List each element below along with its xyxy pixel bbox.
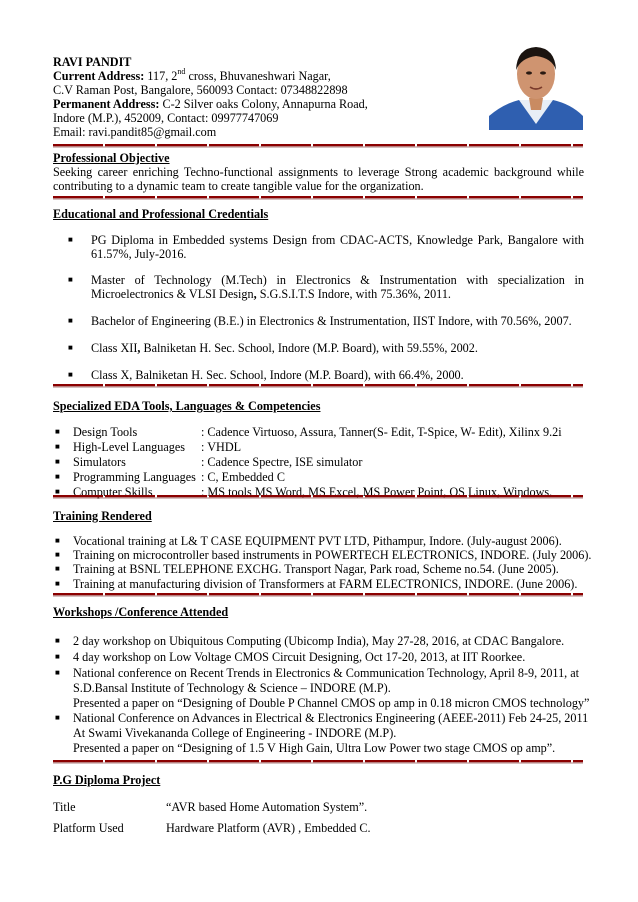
project-key: Platform Used: [53, 821, 124, 835]
current-address-text: 117, 2: [144, 69, 178, 83]
workshop-text: 4 day workshop on Low Voltage CMOS Circuit Designing, Oct 17-20, 2013, at IIT Roorkee.: [73, 650, 526, 664]
bullet-icon: ■: [55, 564, 60, 574]
skill-row: [53, 440, 584, 455]
permanent-address-text: C-2 Silver oaks Colony, Annapurna Road,: [159, 97, 368, 111]
bullet-icon: ■: [68, 370, 73, 379]
skill-category: Simulators: [73, 455, 126, 469]
bullet-icon: ■: [68, 275, 73, 284]
workshop-paper: Presented a paper on “Designing of 1.5 V High Gain, Ultra Low Power two stage CMOS op amp”.: [73, 741, 556, 755]
project-value: Hardware Platform (AVR) , Embedded C.: [166, 821, 371, 835]
section-divider: [53, 760, 583, 764]
workshop-paper: Presented a paper on “Designing of Double P Channel CMOS op amp in 0.18 micron CMOS technology”: [73, 696, 590, 710]
skill-category: Computer Skills: [73, 485, 153, 499]
bullet-icon: ■: [68, 316, 73, 325]
ordinal-suffix: nd: [177, 66, 186, 76]
skill-value: : Cadence Virtuoso, Assura, Tanner(S- Edit, T-Spice, W- Edit), Xilinx 9.2i: [201, 425, 562, 439]
email: Email: ravi.pandit85@gmail.com: [53, 125, 217, 139]
education-comma: ,: [137, 341, 141, 355]
bullet-icon: ■: [55, 427, 60, 436]
bullet-icon: ■: [55, 536, 60, 545]
permanent-address-line-2: Indore (M.P.), 452009, Contact: 09977747069: [53, 111, 279, 125]
training-text: Training at BSNL TELEPHONE EXCHG. Transport Nagar, Park road, Scheme no.54. (June 2005).: [73, 562, 559, 577]
workshops-list: [53, 634, 590, 756]
section-divider: [53, 593, 583, 597]
bullet-icon: ■: [55, 713, 60, 722]
section-divider: [53, 495, 583, 499]
workshop-text: National Conference on Advances in Electrical & Electronics Engineering (AEEE-2011) Feb 24-25, 2011: [73, 711, 589, 725]
education-comma: ,: [253, 287, 257, 301]
training-text: Training at manufacturing division of Transformers at FARM ELECTRONICS, INDORE. (June 2006).: [73, 576, 578, 591]
contact-header: [53, 55, 473, 139]
bullet-icon: ■: [68, 343, 73, 352]
workshops-heading: Workshops /Conference Attended: [53, 605, 229, 619]
workshop-text: 2 day workshop on Ubiquitous Computing (Ubicomp India), May 27-28, 2016, at CDAC Bangalore.: [73, 634, 565, 648]
skill-row: [53, 470, 584, 485]
current-address-text-cont: cross, Bhuvaneshwari Nagar,: [185, 69, 331, 83]
training-text: Vocational training at L& T CASE EQUIPMENT PVT LTD, Pithampur, Indore. (July-august 2006).: [73, 534, 562, 548]
skill-value: : C, Embedded C: [201, 470, 285, 484]
skill-value: : Cadence Spectre, ISE simulator: [201, 455, 363, 469]
education-text-cont: S.G.S.I.T.S Indore, with 75.36%, 2011.: [256, 287, 451, 301]
objective-heading: Professional Objective: [53, 151, 170, 165]
permanent-address: [53, 97, 473, 111]
section-divider: [53, 196, 583, 200]
skill-category: Programming Languages: [73, 470, 196, 484]
list-item: [68, 233, 584, 261]
training-list: [53, 534, 592, 591]
list-item: [53, 711, 589, 756]
section-divider: [53, 144, 583, 148]
project-key: Title: [53, 800, 76, 814]
skills-heading: Specialized EDA Tools, Languages & Competencies: [53, 399, 321, 413]
permanent-address-label: Permanent Address:: [53, 97, 160, 111]
workshop-venue: S.D.Bansal Institute of Technology & Science – INDORE (M.P).: [73, 681, 391, 695]
profile-photo: [489, 40, 583, 130]
bullet-icon: ■: [55, 457, 60, 466]
workshop-text: National conference on Recent Trends in Electronics & Communication Technology, April 8-9, 2011, at: [73, 666, 580, 680]
skill-category: High-Level Languages: [73, 440, 186, 454]
education-list: [68, 233, 584, 382]
bullet-icon: ■: [55, 668, 60, 677]
list-item: [53, 548, 592, 563]
current-address-line-2: C.V Raman Post, Bangalore, 560093 Contact: 07348822898: [53, 83, 348, 97]
bullet-icon: ■: [55, 578, 60, 588]
list-item: [53, 634, 584, 650]
skills-table: [53, 425, 584, 500]
skill-value: : VHDL: [201, 440, 242, 454]
bullet-icon: ■: [55, 472, 60, 481]
education-text: Class XII: [91, 341, 138, 355]
education-text: Master of Technology (M.Tech) in Electronics & Instrumentation with specialization in Microelectronics & VLSI Design: [91, 273, 584, 301]
education-text: Class X, Balniketan H. Sec. School, Indore (M.P. Board), with 66.4%, 2000.: [91, 368, 464, 382]
list-item: [68, 314, 584, 328]
project-value: “AVR based Home Automation System”.: [166, 800, 368, 814]
bullet-icon: ■: [55, 636, 60, 645]
education-text: Bachelor of Engineering (B.E.) in Electronics & Instrumentation, IIST Indore, with 70.56%, 2007.: [91, 314, 572, 328]
list-item: [53, 534, 584, 548]
bullet-icon: ■: [55, 550, 60, 560]
training-heading: Training Rendered: [53, 509, 152, 523]
skill-value: : MS tools MS Word, MS Excel, MS Power Point, OS Linux, Windows.: [201, 485, 553, 499]
education-heading: Educational and Professional Credentials: [53, 207, 269, 221]
bullet-icon: ■: [68, 235, 73, 244]
list-item: [68, 341, 584, 355]
list-item: [53, 666, 590, 711]
current-address: [53, 66, 473, 83]
skill-row: [53, 425, 584, 440]
training-text: Training on microcontroller based instruments in POWERTECH ELECTRONICS, INDORE. (July 2006).: [73, 548, 592, 563]
bullet-icon: ■: [55, 487, 60, 496]
bullet-icon: ■: [55, 652, 60, 661]
list-item: [53, 577, 584, 591]
candidate-name: RAVI PANDIT: [53, 55, 132, 69]
objective-text: Seeking career enriching Techno-functional assignments to leverage Strong academic background while contributing to a dynamic team to create tangible value for the organization.: [53, 165, 584, 193]
list-item: [68, 368, 584, 382]
project-heading: P.G Diploma Project: [53, 773, 161, 787]
education-text-cont: Balniketan H. Sec. School, Indore (M.P. Board), with 59.55%, 2002.: [140, 341, 478, 355]
education-text: PG Diploma in Embedded systems Design from CDAC-ACTS, Knowledge Park, Bangalore with 61.57%, July-2016.: [91, 233, 584, 261]
list-item: [53, 650, 584, 666]
bullet-icon: ■: [55, 442, 60, 451]
workshop-venue: At Swami Vivekananda College of Engineering - INDORE (M.P).: [73, 726, 397, 740]
list-item: [68, 273, 584, 301]
skill-row: [53, 455, 584, 470]
list-item: [53, 562, 584, 576]
skill-category: Design Tools: [73, 425, 138, 439]
section-divider: [53, 384, 583, 388]
current-address-label: Current Address:: [53, 69, 145, 83]
